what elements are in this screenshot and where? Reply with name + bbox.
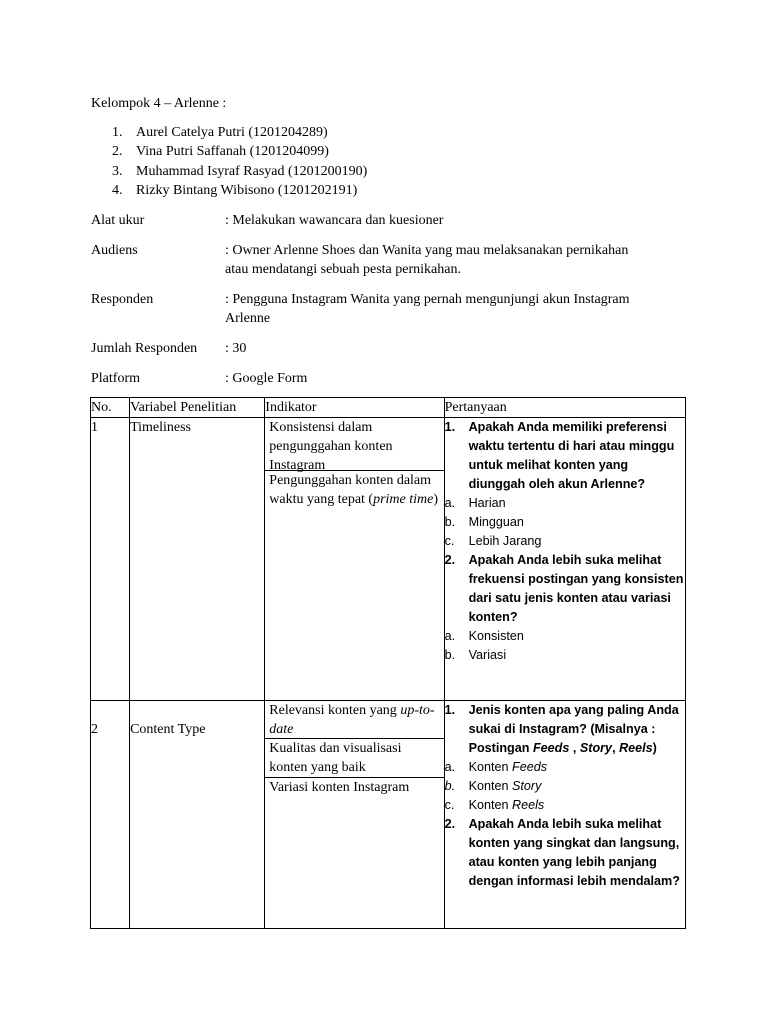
option-item: c. Lebih Jarang <box>444 534 542 548</box>
table-header-row <box>91 398 686 418</box>
question-item: 1. Apakah Anda memiliki preferensi waktu tertentu di hari atau minggu untuk melihat konten yang diunggah oleh akun Arlenne? <box>444 420 675 491</box>
field-value: : Owner Arlenne Shoes dan Wanita yang mau melaksanakan pernikahan atau mendatangi sebuah pesta pernikahan. <box>225 243 629 277</box>
row-no: 2 <box>91 701 130 929</box>
member-item: 4. Rizky Bintang Wibisono (1201202191) <box>112 182 358 198</box>
header-variable: Variabel Penelitian <box>130 398 265 418</box>
field-value: : Pengguna Instagram Wanita yang pernah mengunjungi akun Instagram Arlenne <box>225 292 630 326</box>
field-label: Alat ukur <box>91 213 145 228</box>
row-no: 1 <box>91 418 130 701</box>
member-item: 1. Aurel Catelya Putri (1201204289) <box>112 125 328 140</box>
research-table <box>90 397 686 929</box>
question-item: 2. Apakah Anda lebih suka melihat frekuensi postingan yang konsisten dari satu jenis konten atau variasi konten? <box>444 553 684 624</box>
row-variable: Content Type <box>130 701 265 929</box>
row-questions <box>444 418 685 701</box>
group-title: Kelompok 4 – Arlenne : <box>91 96 227 111</box>
option-item: b. Mingguan <box>444 515 524 529</box>
option-item: c. Konten Reels <box>444 798 545 812</box>
member-item: 3. Muhammad Isyraf Rasyad (1201200190) <box>112 163 368 179</box>
header-no: No. <box>91 398 130 418</box>
question-item: 1. Jenis konten apa yang paling Anda sukai di Instagram? (Misalnya : Postingan Feeds , Story, Reels) <box>444 703 679 755</box>
option-item: a. Konsisten <box>444 629 524 643</box>
option-item: a. Konten Feeds <box>444 760 548 774</box>
field-value: : Google Form <box>225 371 308 386</box>
question-item: 2. Apakah Anda lebih suka melihat konten yang singkat dan langsung, atau konten yang lebih panjang dengan informasi lebih mendalam? <box>444 817 680 888</box>
member-list <box>112 123 367 200</box>
header-indicator: Indikator <box>265 398 444 418</box>
indicator-cell: Kualitas dan visualisasi konten yang baik <box>265 739 443 778</box>
row-questions <box>444 701 685 929</box>
indicator-cell: Konsistensi dalam pengunggahan konten Instagram <box>265 418 443 471</box>
table-row <box>91 418 686 701</box>
row-variable: Timeliness <box>130 418 265 701</box>
field-label: Audiens <box>91 243 138 258</box>
indicator-cell: Pengunggahan konten dalam waktu yang tepat (prime time) <box>269 473 439 507</box>
field-label: Platform <box>91 371 140 386</box>
row-indicators <box>265 701 444 929</box>
field-label: Responden <box>91 292 154 307</box>
indicator-cell: Variasi konten Instagram <box>269 780 410 795</box>
row-indicators <box>265 418 444 701</box>
field-value: : Melakukan wawancara dan kuesioner <box>225 213 444 228</box>
option-item: a. Harian <box>444 496 506 510</box>
field-value: : 30 <box>225 341 247 356</box>
option-item: b. Variasi <box>444 648 507 662</box>
member-item: 2. Vina Putri Saffanah (1201204099) <box>112 144 329 160</box>
table-row <box>91 701 686 929</box>
header-question: Pertanyaan <box>444 398 685 418</box>
option-item: b. Konten Story <box>444 779 542 793</box>
indicator-cell: Relevansi konten yang up-to-date <box>265 701 443 739</box>
field-label: Jumlah Responden <box>91 341 198 356</box>
